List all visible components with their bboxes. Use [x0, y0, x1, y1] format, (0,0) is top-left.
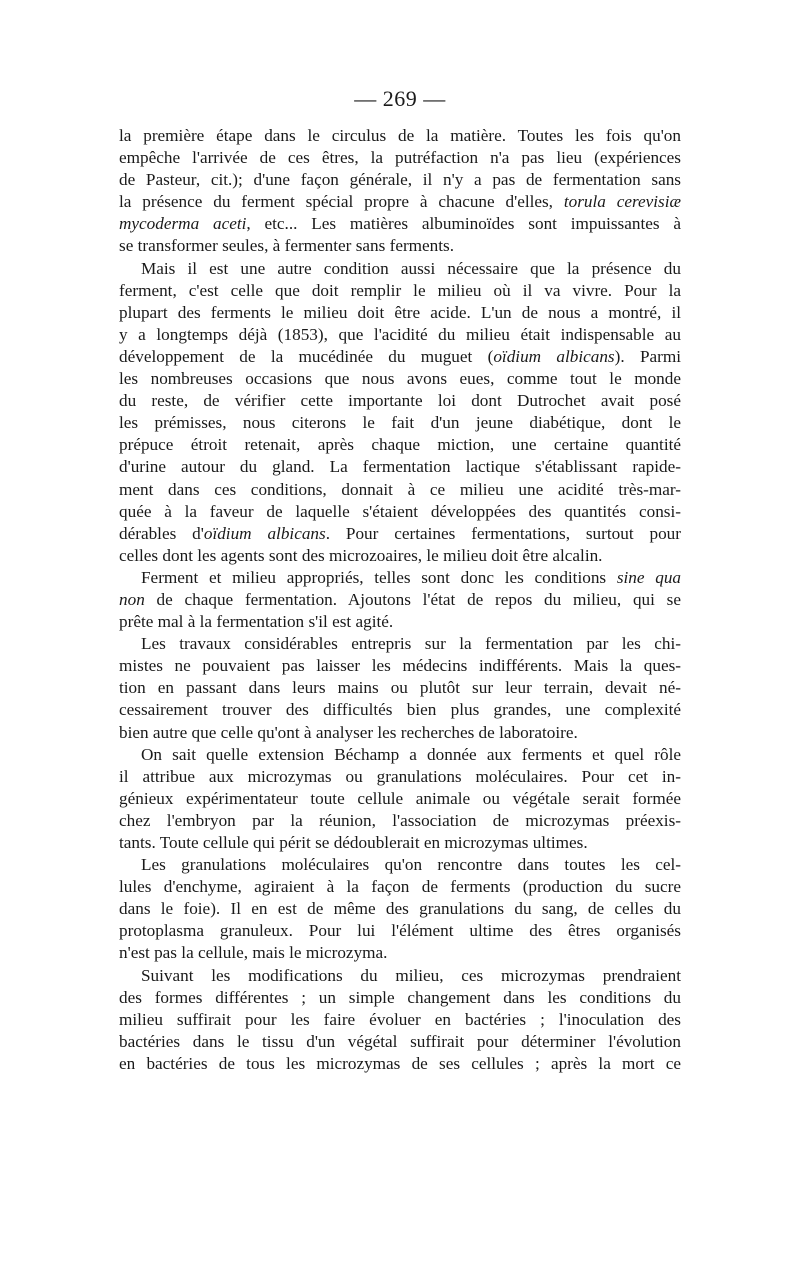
italic-term: sine qua	[616, 567, 682, 587]
text-line	[119, 567, 681, 589]
text-line: il attribue aux microzymas ou granulations moléculaires. Pour cet in-	[119, 766, 681, 786]
text-line: Suivant les modifications du milieu, ces microzymas prendraient	[141, 965, 681, 985]
paragraph-7	[119, 965, 681, 1075]
italic-term: torula cerevisiæ	[563, 192, 681, 212]
text-line	[119, 523, 681, 545]
text-line: du reste, de vérifier cette importante loi dont Dutrochet avait posé	[119, 391, 681, 411]
text-line: lules d'enchyme, agiraient à la façon de ferments (production du sucre	[119, 877, 681, 897]
text-line	[119, 213, 681, 235]
page-number: — 269 —	[354, 86, 446, 111]
text-segment: la présence du ferment spécial propre à chacune d'elles,	[119, 192, 564, 212]
text-line: ferment, c'est celle que doit remplir le milieu où il va vivre. Pour la	[119, 280, 681, 300]
text-line: cessairement trouver des difficultés bien plus grandes, une complexité	[119, 700, 681, 720]
text-segment: . Pour certaines fermentations, surtout pour	[325, 523, 681, 543]
text-line: chez l'embryon par la réunion, l'association de microzymas préexis-	[119, 810, 681, 830]
text-line: bactéries dans le tissu d'un végétal suffirait pour déterminer l'évolution	[119, 1031, 681, 1051]
text-line: Les travaux considérables entrepris sur la fermentation par les chi-	[141, 634, 681, 654]
text-segment: de chaque fermentation. Ajoutons l'état de repos du milieu, qui se	[144, 589, 681, 609]
paragraph-5	[119, 744, 681, 854]
text-line: n'est pas la cellule, mais le microzyma.	[119, 943, 388, 963]
text-line: Mais il est une autre condition aussi nécessaire que la présence du	[141, 258, 681, 278]
text-line: les prémisses, nous citerons le fait d'un jeune diabétique, dont le	[119, 413, 681, 433]
text-line: en bactéries de tous les microzymas de ses cellules ; après la mort ce	[119, 1053, 681, 1073]
text-segment: Ferment et milieu appropriés, telles sont donc les conditions	[141, 567, 617, 587]
italic-term: mycoderma aceti	[119, 214, 247, 234]
italic-term: non	[119, 589, 145, 609]
text-line: se transformer seules, à fermenter sans ferments.	[119, 236, 455, 256]
text-line	[119, 191, 681, 213]
text-line: la première étape dans le circulus de la matière. Toutes les fois qu'on	[119, 126, 681, 145]
text-line: mistes ne pouvaient pas laisser les médecins indifférents. Mais la ques-	[119, 656, 681, 676]
paragraph-6	[119, 854, 681, 964]
text-line: y a longtemps déjà (1853), que l'acidité du milieu était indispensable au	[119, 324, 681, 344]
paragraph-2	[119, 258, 681, 567]
text-line: les nombreuses occasions que nous avons eues, comme tout le monde	[119, 369, 681, 389]
body-text	[119, 125, 681, 1075]
italic-term: oïdium albicans	[493, 346, 615, 366]
text-line: des formes différentes ; un simple changement dans les conditions du	[119, 987, 681, 1007]
text-line: celles dont les agents sont des microzoaires, le milieu doit être alcalin.	[119, 545, 603, 565]
text-line	[119, 589, 681, 611]
text-line: d'urine autour du gland. La fermentation lactique s'établissant rapide-	[119, 457, 681, 477]
text-line: prête mal à la fermentation s'il est agité.	[119, 612, 394, 632]
text-line: tants. Toute cellule qui périt se dédoublerait en microzymas ultimes.	[119, 833, 588, 852]
text-line: protoplasma granuleux. Pour lui l'élément ultime des êtres organisés	[119, 921, 681, 941]
text-line: quée à la faveur de laquelle s'étaient développées des quantités consi-	[119, 501, 681, 521]
text-line: bien autre que celle qu'ont à analyser les recherches de laboratoire.	[119, 722, 578, 742]
text-segment: , etc... Les matières albuminoïdes sont impuissantes à	[246, 214, 681, 234]
text-line: plupart des ferments le milieu doit être acide. L'un de nous a montré, il	[119, 302, 681, 322]
text-line: de Pasteur, cit.); d'une façon générale, il n'y a pas de fermentation sans	[119, 170, 681, 190]
paragraph-4	[119, 633, 681, 743]
text-line: milieu suffirait pour les faire évoluer en bactéries ; l'inoculation des	[119, 1009, 681, 1029]
text-line: On sait quelle extension Béchamp a donnée aux ferments et quel rôle	[141, 744, 681, 764]
text-line: Les granulations moléculaires qu'on rencontre dans toutes les cel-	[141, 855, 681, 875]
text-line: empêche l'arrivée de ces êtres, la putréfaction n'a pas lieu (expériences	[119, 148, 681, 168]
text-line	[119, 346, 681, 368]
text-segment: développement de la mucédinée du muguet (	[119, 346, 494, 366]
text-segment: ). Parmi	[614, 346, 681, 366]
text-line: dans le foie). Il en est de même des granulations du sang, de celles du	[119, 899, 681, 919]
text-line: génieux expérimentateur toute cellule animale ou végétale serait formée	[119, 788, 681, 808]
italic-term: oïdium albicans	[203, 523, 326, 543]
paragraph-1	[119, 125, 681, 258]
text-line: tion en passant dans leurs mains ou plutôt sur leur terrain, devait né-	[119, 678, 681, 698]
text-line: prépuce étroit retenait, après chaque miction, une certaine quantité	[119, 435, 681, 455]
paragraph-3	[119, 567, 681, 633]
text-segment: dérables d'	[119, 523, 204, 543]
text-line: ment dans ces conditions, donnait à ce milieu une acidité très-mar-	[119, 479, 681, 499]
